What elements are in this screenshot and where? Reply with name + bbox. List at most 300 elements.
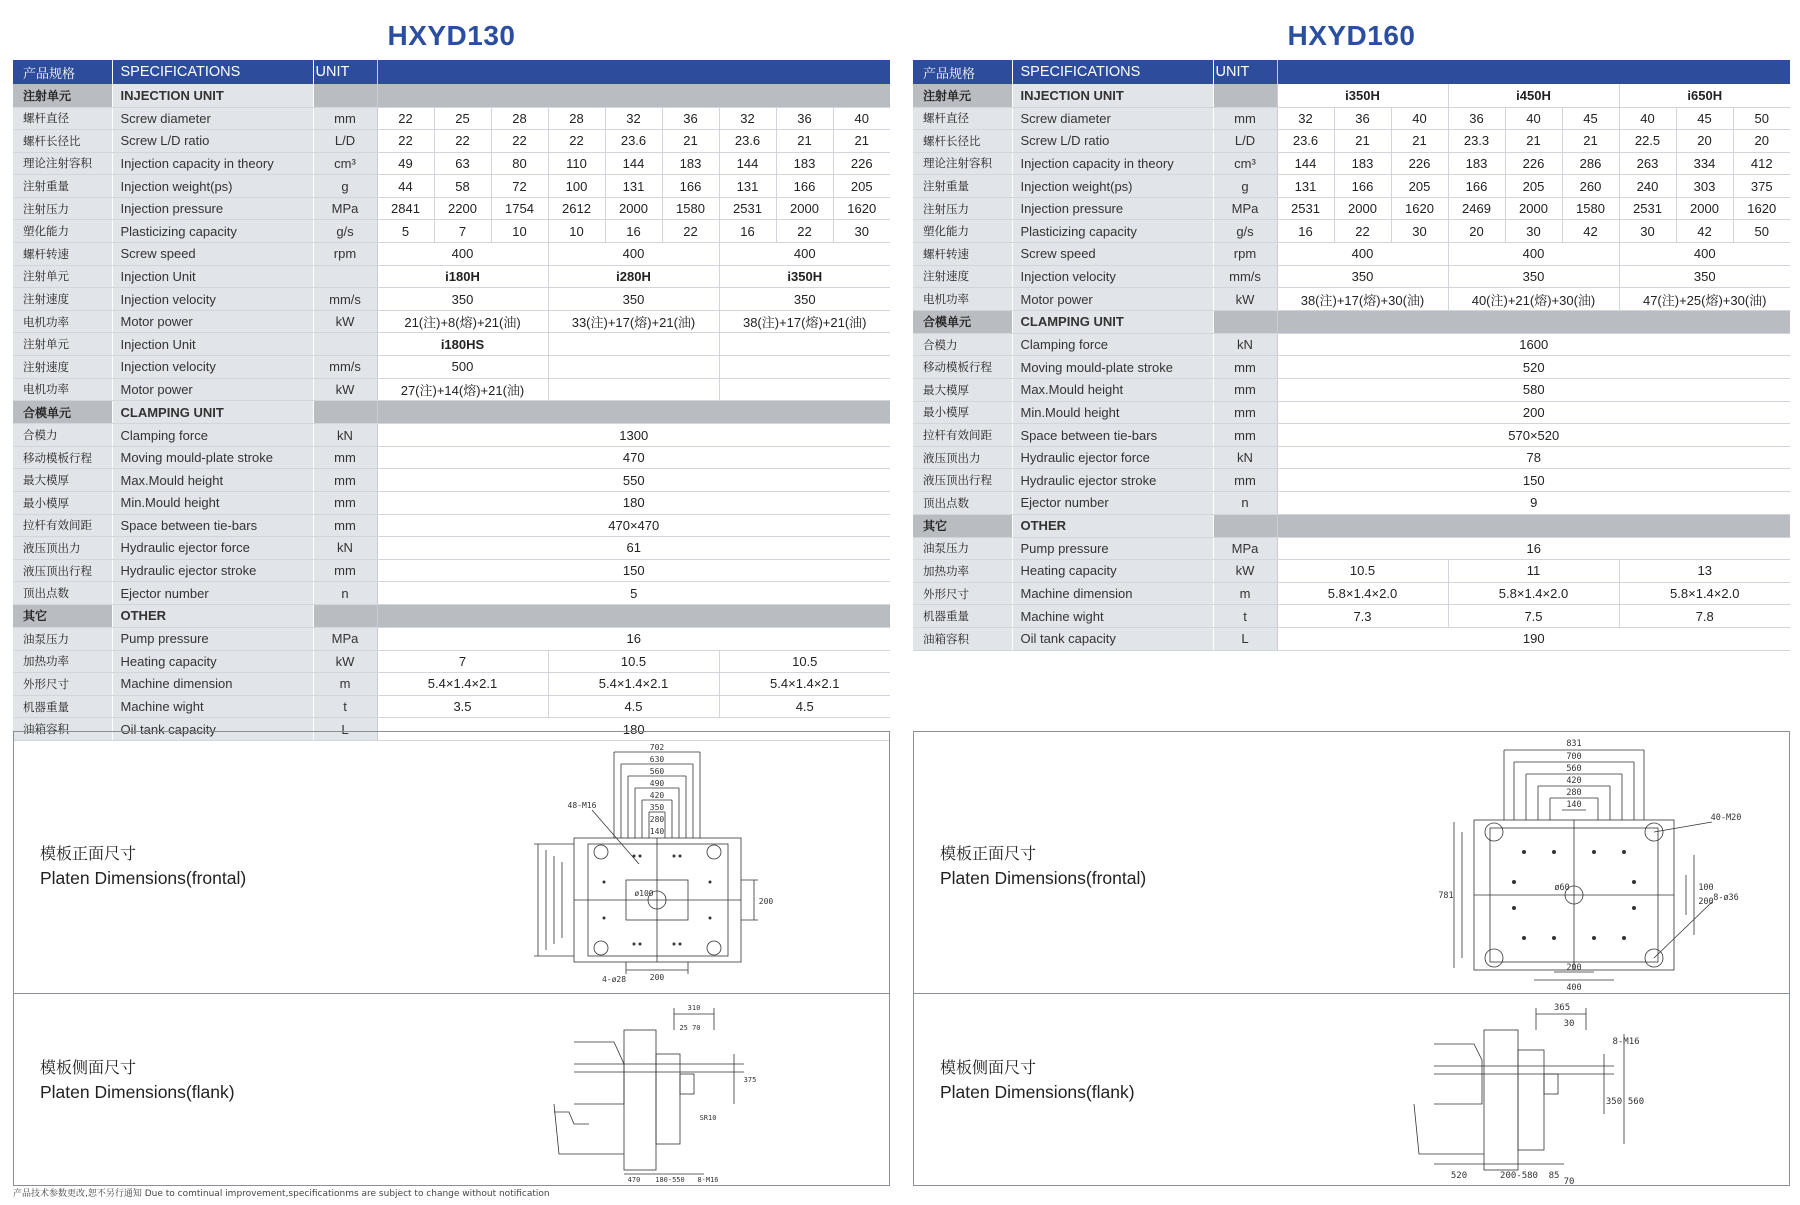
spec-unit: [313, 265, 377, 288]
flank-label-en: Platen Dimensions(flank): [940, 1082, 1135, 1102]
spec-value: 150: [377, 559, 890, 582]
spec-row: [13, 514, 890, 537]
spec-value: 23.6: [1277, 130, 1334, 153]
spec-label-cn: 螺杆长径比: [913, 130, 1012, 153]
spec-unit: t: [1213, 605, 1277, 628]
spec-value: 183: [662, 152, 719, 175]
spec-value: 205: [1505, 175, 1562, 198]
spec-value: 22: [434, 130, 491, 153]
spec-value: 520: [1277, 356, 1790, 379]
spec-value: 38(注)+17(熔)+21(油): [719, 310, 890, 333]
injection-unit-group: [719, 84, 890, 107]
spec-value: 40: [833, 107, 890, 130]
spec-value: 21: [662, 130, 719, 153]
spec-value: 10.5: [719, 650, 890, 673]
spec-value: 144: [1277, 152, 1334, 175]
spec-label-en: Pump pressure: [1012, 537, 1213, 560]
dim-label: 8-M16: [1612, 1037, 1640, 1047]
spec-value: 38(注)+17(熔)+30(油): [1277, 288, 1448, 311]
dim-label: 831: [1566, 739, 1582, 749]
spec-value: 9: [1277, 492, 1790, 515]
dim-label: 100: [1698, 883, 1714, 893]
spec-unit: mm: [313, 107, 377, 130]
spec-label-cn: 螺杆转速: [913, 243, 1012, 266]
spec-row: [13, 446, 890, 469]
spec-value: 375: [1733, 175, 1790, 198]
spec-value: 32: [1277, 107, 1334, 130]
spec-unit: m: [1213, 582, 1277, 605]
spec-value: 350: [1619, 265, 1790, 288]
spec-unit: mm: [1213, 379, 1277, 402]
spec-row: [13, 356, 890, 379]
spec-value: 5.4×1.4×2.1: [548, 673, 719, 696]
flank-label-cn: 模板侧面尺寸: [940, 1058, 1037, 1077]
spec-value: 5.8×1.4×2.0: [1448, 582, 1619, 605]
spec-row: [913, 333, 1790, 356]
spec-value: 470×470: [377, 514, 890, 537]
spec-unit: g/s: [313, 220, 377, 243]
spec-label-cn: 油泵压力: [913, 537, 1012, 560]
spec-label-en: Plasticizing capacity: [112, 220, 313, 243]
spec-unit: mm: [1213, 469, 1277, 492]
spec-label-en: Injection Unit: [112, 333, 313, 356]
dim-label: 560: [1627, 1097, 1645, 1107]
front-label-en: Platen Dimensions(frontal): [40, 868, 247, 888]
spec-value: 80: [491, 152, 548, 175]
spec-value: 21(注)+8(熔)+21(油): [377, 310, 548, 333]
spec-label-en: Oil tank capacity: [1012, 627, 1213, 650]
spec-label-en: Hydraulic ejector force: [1012, 446, 1213, 469]
spec-value: 36: [1448, 107, 1505, 130]
spec-value: 16: [1277, 537, 1790, 560]
footnote: 产品技术参数更改,恕不另行通知 Due to comtinual improvement,specificationms are subject to change without notification: [13, 1189, 550, 1199]
model-title: HXYD160: [1287, 20, 1416, 51]
spec-value: 303: [1676, 175, 1733, 198]
spec-value: 21: [1334, 130, 1391, 153]
spec-label-en: Oil tank capacity: [112, 718, 313, 741]
spec-label-cn: 液压顶出行程: [13, 559, 112, 582]
spec-label-cn: 最小模厚: [13, 492, 112, 515]
dim-label: 200: [758, 897, 774, 906]
panel-hxyd130: [13, 16, 890, 1184]
spec-label-cn: 液压顶出行程: [913, 469, 1012, 492]
spec-label-cn: 电机功率: [13, 310, 112, 333]
spec-row: [13, 582, 890, 605]
spec-label-en: Motor power: [1012, 288, 1213, 311]
spec-label-en: Hydraulic ejector stroke: [1012, 469, 1213, 492]
spec-value: 400: [719, 243, 890, 266]
spec-value: 22: [548, 130, 605, 153]
spec-row: [913, 582, 1790, 605]
spec-value: 226: [833, 152, 890, 175]
spec-row: [913, 130, 1790, 153]
section-unit: [313, 604, 377, 627]
spec-value: 570×520: [1277, 424, 1790, 447]
spec-value: 400: [548, 243, 719, 266]
spec-value: 49: [377, 152, 434, 175]
spec-row: [13, 650, 890, 673]
header-blank: [377, 60, 890, 84]
section-unit: [1213, 514, 1277, 537]
spec-value: 33(注)+17(熔)+21(油): [548, 310, 719, 333]
spec-value: 1620: [1391, 197, 1448, 220]
spec-value: 45: [1676, 107, 1733, 130]
spec-label-cn: 塑化能力: [13, 220, 112, 243]
spec-label-cn: 液压顶出力: [13, 537, 112, 560]
spec-label-cn: 注射重量: [13, 175, 112, 198]
spec-label-cn: 移动模板行程: [913, 356, 1012, 379]
spec-unit: mm: [313, 446, 377, 469]
spec-value: i180H: [377, 265, 548, 288]
spec-label-cn: 电机功率: [913, 288, 1012, 311]
injection-unit-group: i350H: [1277, 84, 1448, 107]
spec-value: 2000: [1676, 197, 1733, 220]
spec-value: 10.5: [1277, 560, 1448, 583]
flank-diagram: [14, 994, 889, 1186]
spec-value: 13: [1619, 560, 1790, 583]
header-unit: UNIT: [1213, 60, 1277, 84]
section-row: [913, 84, 1790, 107]
spec-unit: MPa: [313, 197, 377, 220]
spec-label-cn: 机器重量: [13, 695, 112, 718]
spec-label-cn: 加热功率: [13, 650, 112, 673]
spec-value: 166: [1334, 175, 1391, 198]
spec-value: 412: [1733, 152, 1790, 175]
spec-value: 183: [1448, 152, 1505, 175]
spec-value: 47(注)+25(熔)+30(油): [1619, 288, 1790, 311]
dim-label: 420: [1566, 776, 1582, 786]
spec-row: [913, 560, 1790, 583]
section-cn: 注射单元: [13, 84, 112, 107]
spec-row: [913, 537, 1790, 560]
spec-unit: MPa: [1213, 537, 1277, 560]
spec-label-cn: 注射重量: [913, 175, 1012, 198]
spec-value: 205: [1391, 175, 1448, 198]
spec-row: [913, 424, 1790, 447]
spec-value: 2000: [1334, 197, 1391, 220]
spec-value: 50: [1733, 220, 1790, 243]
section-cn: 合模单元: [13, 401, 112, 424]
flank-label-cn: 模板侧面尺寸: [40, 1058, 137, 1077]
spec-value: 36: [662, 107, 719, 130]
spec-label-en: Injection weight(ps): [112, 175, 313, 198]
injection-unit-group: i450H: [1448, 84, 1619, 107]
spec-label-en: Max.Mould height: [1012, 379, 1213, 402]
spec-unit: mm/s: [313, 356, 377, 379]
spec-unit: kN: [313, 537, 377, 560]
spec-label-en: Injection velocity: [1012, 265, 1213, 288]
spec-label-cn: 外形尺寸: [913, 582, 1012, 605]
section-unit: [1213, 84, 1277, 107]
spec-value: 350: [1448, 265, 1619, 288]
spec-row: [13, 695, 890, 718]
spec-label-en: Motor power: [112, 378, 313, 401]
spec-value: 240: [1619, 175, 1676, 198]
spec-label-en: Injection weight(ps): [1012, 175, 1213, 198]
spec-row: [913, 243, 1790, 266]
spec-value: 226: [1391, 152, 1448, 175]
spec-label-cn: 油箱容积: [913, 627, 1012, 650]
spec-unit: MPa: [1213, 197, 1277, 220]
section-en: CLAMPING UNIT: [112, 401, 313, 424]
spec-label-cn: 最大模厚: [13, 469, 112, 492]
spec-unit: g: [313, 175, 377, 198]
spec-value: 36: [1334, 107, 1391, 130]
spec-value: 2531: [719, 197, 776, 220]
spec-label-cn: 油箱容积: [13, 718, 112, 741]
model-title: HXYD130: [387, 20, 516, 51]
spec-label-en: Machine wight: [1012, 605, 1213, 628]
dim-label: 48-M16: [567, 801, 597, 810]
spec-value: 28: [548, 107, 605, 130]
spec-value: 32: [719, 107, 776, 130]
front-label-cn: 模板正面尺寸: [940, 844, 1037, 863]
spec-label-en: Screw diameter: [1012, 107, 1213, 130]
section-unit: [1213, 310, 1277, 333]
spec-value: 226: [1505, 152, 1562, 175]
spec-value: 16: [377, 627, 890, 650]
spec-unit: mm: [313, 559, 377, 582]
dim-label: 520: [1450, 1171, 1468, 1181]
spec-value: 2841: [377, 197, 434, 220]
spec-value: 30: [1619, 220, 1676, 243]
spec-value: 16: [605, 220, 662, 243]
spec-value: 5.4×1.4×2.1: [719, 673, 890, 696]
section-blank: [1277, 514, 1790, 537]
spec-row: [13, 378, 890, 401]
spec-label-cn: 注射速度: [13, 288, 112, 311]
spec-row: [913, 152, 1790, 175]
spec-value: 22: [377, 107, 434, 130]
spec-unit: kN: [1213, 446, 1277, 469]
dim-label: 40-M20: [1710, 813, 1742, 823]
spec-label-en: Heating capacity: [112, 650, 313, 673]
header-en: SPECIFICATIONS: [1012, 60, 1213, 84]
spec-value: 32: [605, 107, 662, 130]
spec-value: 7.5: [1448, 605, 1619, 628]
spec-value: 21: [776, 130, 833, 153]
dim-label: ø60: [1554, 883, 1570, 893]
spec-label-cn: 外形尺寸: [13, 673, 112, 696]
spec-label-cn: 螺杆直径: [913, 107, 1012, 130]
spec-row: [13, 333, 890, 356]
spec-value: 400: [1448, 243, 1619, 266]
panel-hxyd160: [913, 16, 1790, 1186]
spec-row: [913, 605, 1790, 628]
front-diagram: [914, 732, 1789, 994]
spec-row: [13, 107, 890, 130]
spec-table-body: [913, 60, 1790, 650]
section-cn: 注射单元: [913, 84, 1012, 107]
spec-row: [13, 424, 890, 447]
spec-value: 166: [776, 175, 833, 198]
spec-row: [913, 446, 1790, 469]
spec-value: 166: [1448, 175, 1505, 198]
spec-label-cn: 电机功率: [13, 378, 112, 401]
section-row: [13, 401, 890, 424]
spec-value: 63: [434, 152, 491, 175]
spec-unit: kW: [1213, 560, 1277, 583]
spec-label-en: Ejector number: [112, 582, 313, 605]
spec-value: 40: [1619, 107, 1676, 130]
spec-value: i350H: [719, 265, 890, 288]
spec-value: 400: [1277, 243, 1448, 266]
spec-value: 166: [662, 175, 719, 198]
spec-value: 22: [377, 130, 434, 153]
spec-row: [13, 175, 890, 198]
spec-value: 25: [434, 107, 491, 130]
spec-label-en: Machine dimension: [1012, 582, 1213, 605]
spec-value: 2531: [1277, 197, 1334, 220]
spec-value: 23.6: [605, 130, 662, 153]
spec-value: 1600: [1277, 333, 1790, 356]
spec-row: [913, 627, 1790, 650]
spec-label-en: Screw L/D ratio: [112, 130, 313, 153]
spec-value: 260: [1562, 175, 1619, 198]
spec-unit: kW: [313, 650, 377, 673]
spec-value: 21: [1505, 130, 1562, 153]
spec-value: 5.8×1.4×2.0: [1619, 582, 1790, 605]
spec-value: 183: [776, 152, 833, 175]
spec-value: 22: [776, 220, 833, 243]
dim-label: 280: [649, 815, 665, 824]
spec-label-en: Screw speed: [1012, 243, 1213, 266]
diagram-area: [13, 731, 890, 1186]
spec-unit: kN: [1213, 333, 1277, 356]
dim-label: 560: [649, 767, 665, 776]
section-cn: 合模单元: [913, 310, 1012, 333]
spec-row: [13, 265, 890, 288]
platen-flank-drawing: [914, 994, 1791, 1186]
spec-row: [13, 492, 890, 515]
spec-value: 1300: [377, 424, 890, 447]
spec-value: 10: [548, 220, 605, 243]
dim-label: ø100: [634, 889, 654, 898]
dim-label: 200: [1566, 963, 1582, 973]
spec-label-en: Screw diameter: [112, 107, 313, 130]
spec-unit: L/D: [1213, 130, 1277, 153]
spec-value: 10.5: [548, 650, 719, 673]
section-blank: [377, 604, 890, 627]
spec-value: 30: [833, 220, 890, 243]
spec-label-en: Clamping force: [1012, 333, 1213, 356]
spec-unit: L: [1213, 627, 1277, 650]
spec-label-en: Heating capacity: [1012, 560, 1213, 583]
platen-front-drawing: [914, 732, 1791, 994]
spec-value: 1580: [662, 197, 719, 220]
spec-value: 20: [1676, 130, 1733, 153]
spec-value: 5: [377, 582, 890, 605]
spec-unit: m: [313, 673, 377, 696]
spec-value: 131: [1277, 175, 1334, 198]
section-en: OTHER: [1012, 514, 1213, 537]
spec-value: 350: [548, 288, 719, 311]
dim-label: 140: [649, 827, 665, 836]
table-header-row: [913, 60, 1790, 84]
spec-value: 470: [377, 446, 890, 469]
dim-label: 350: [649, 803, 665, 812]
spec-label-cn: 油泵压力: [13, 627, 112, 650]
spec-label-cn: 顶出点数: [913, 492, 1012, 515]
spec-value: 350: [1277, 265, 1448, 288]
spec-unit: mm: [1213, 401, 1277, 424]
dim-label: 420: [649, 791, 665, 800]
spec-label-en: Injection velocity: [112, 288, 313, 311]
header-cn: 产品规格: [913, 60, 1012, 84]
spec-value: 144: [719, 152, 776, 175]
spec-value: 72: [491, 175, 548, 198]
dim-label: 630: [649, 755, 665, 764]
section-cn: 其它: [913, 514, 1012, 537]
spec-label-cn: 螺杆长径比: [13, 130, 112, 153]
section-row: [13, 84, 890, 107]
spec-value: 2612: [548, 197, 605, 220]
spec-value: 23.3: [1448, 130, 1505, 153]
spec-value: 2000: [1505, 197, 1562, 220]
spec-value: [719, 333, 890, 356]
dim-label: 85: [1548, 1171, 1560, 1181]
spec-row: [13, 220, 890, 243]
spec-label-en: Space between tie-bars: [1012, 424, 1213, 447]
spec-unit: kW: [1213, 288, 1277, 311]
spec-row: [13, 310, 890, 333]
spec-value: 30: [1391, 220, 1448, 243]
spec-value: 2000: [776, 197, 833, 220]
dim-label: 8-ø36: [1713, 893, 1739, 903]
spec-value: 40: [1391, 107, 1448, 130]
spec-row: [913, 175, 1790, 198]
spec-unit: n: [313, 582, 377, 605]
spec-label-en: Plasticizing capacity: [1012, 220, 1213, 243]
spec-label-cn: 注射单元: [13, 265, 112, 288]
spec-label-en: Machine wight: [112, 695, 313, 718]
spec-value: i180HS: [377, 333, 548, 356]
dim-label: 200: [649, 973, 665, 982]
spec-value: 42: [1562, 220, 1619, 243]
spec-value: 1620: [833, 197, 890, 220]
dim-label: 70: [1563, 1177, 1575, 1186]
spec-label-en: Min.Mould height: [112, 492, 313, 515]
dim-label: 470: [627, 1176, 641, 1184]
spec-label-cn: 注射压力: [13, 197, 112, 220]
spec-unit: cm³: [1213, 152, 1277, 175]
spec-value: 28: [491, 107, 548, 130]
spec-label-cn: 注射压力: [913, 197, 1012, 220]
spec-unit: rpm: [1213, 243, 1277, 266]
spec-value: 22.5: [1619, 130, 1676, 153]
spec-unit: mm: [1213, 356, 1277, 379]
spec-label-cn: 理论注射容积: [913, 152, 1012, 175]
platen-front-drawing: [14, 732, 891, 994]
spec-row: [913, 265, 1790, 288]
dim-label: 310: [687, 1004, 701, 1012]
spec-unit: mm: [1213, 424, 1277, 447]
spec-label-cn: 注射速度: [913, 265, 1012, 288]
spec-value: 500: [377, 356, 548, 379]
spec-label-cn: 最大模厚: [913, 379, 1012, 402]
injection-unit-group: i650H: [1619, 84, 1790, 107]
spec-unit: mm: [313, 469, 377, 492]
spec-value: 7: [434, 220, 491, 243]
spec-value: 5: [377, 220, 434, 243]
spec-row: [13, 627, 890, 650]
spec-value: 50: [1733, 107, 1790, 130]
spec-value: 30: [1505, 220, 1562, 243]
spec-value: 7.3: [1277, 605, 1448, 628]
spec-value: 22: [491, 130, 548, 153]
spec-value: 16: [1277, 220, 1334, 243]
spec-value: 550: [377, 469, 890, 492]
